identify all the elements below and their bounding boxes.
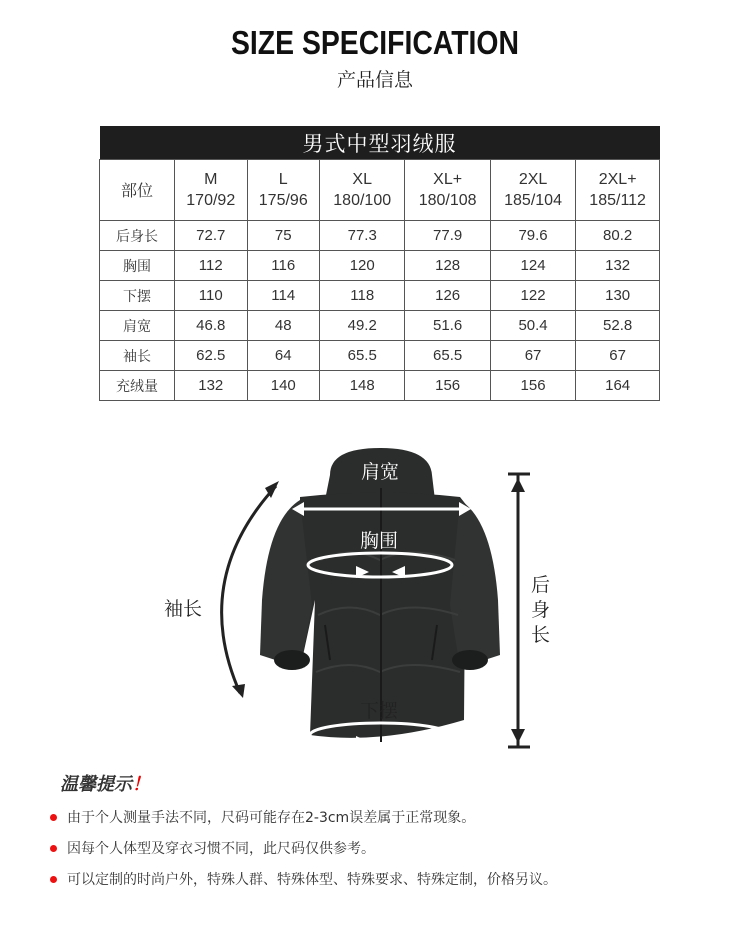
tips-exclamation: ！	[132, 774, 150, 795]
row-label: 胸围	[100, 251, 175, 281]
size-name: XL	[352, 171, 372, 188]
table-row	[100, 311, 660, 341]
table-row	[100, 251, 660, 281]
table-cell: 116	[247, 251, 320, 281]
table-cell: 50.4	[490, 311, 575, 341]
table-cell: 114	[247, 281, 320, 311]
table-cell: 75	[247, 221, 320, 251]
size-name: L	[278, 171, 288, 188]
size-spec: 185/104	[504, 192, 562, 209]
tip-text: 可以定制的时尚户外，特殊人群、特殊体型、特殊要求、特殊定制，价格另议。	[67, 872, 557, 888]
table-cell: 77.9	[405, 221, 490, 251]
tip-text: 由于个人测量手法不同，尺码可能存在2-3cm误差属于正常现象。	[67, 810, 476, 826]
length-label: 后身长	[531, 574, 551, 646]
table-cell: 120	[320, 251, 405, 281]
size-spec: 180/100	[333, 192, 392, 209]
hem-label: 下摆	[360, 700, 399, 722]
tip-text: 因每个人体型及穿衣习惯不同，此尺码仅供参考。	[67, 841, 375, 857]
size-name: 2XL	[518, 171, 548, 188]
table-cell: 118	[320, 281, 405, 311]
table-cell: 128	[405, 251, 490, 281]
sleeve-label: 袖长	[164, 598, 203, 620]
table-row	[100, 371, 660, 401]
table-cell: 65.5	[320, 341, 405, 371]
tips-title	[60, 770, 150, 796]
row-label: 下摆	[100, 281, 175, 311]
row-label: 肩宽	[100, 311, 175, 341]
table-cell: 80.2	[576, 221, 660, 251]
bullet-icon	[50, 814, 57, 821]
table-row	[100, 221, 660, 251]
page-title: SIZE SPECIFICATION	[230, 24, 520, 61]
table-cell: 122	[490, 281, 575, 311]
size-header	[405, 160, 490, 221]
table-cell: 52.8	[576, 311, 660, 341]
size-name: M	[204, 171, 218, 188]
table-cell: 64	[247, 341, 320, 371]
length-measure	[508, 474, 530, 747]
table-cell: 126	[405, 281, 490, 311]
table-cell: 79.6	[490, 221, 575, 251]
table-cell: 77.3	[320, 221, 405, 251]
size-spec: 175/96	[258, 192, 308, 209]
table-cell: 62.5	[175, 341, 248, 371]
table-cell: 67	[576, 341, 660, 371]
table-cell: 156	[405, 371, 490, 401]
table-cell: 148	[320, 371, 405, 401]
table-cell: 130	[576, 281, 660, 311]
table-cell: 51.6	[405, 311, 490, 341]
bullet-icon	[50, 845, 57, 852]
size-name: 2XL+	[598, 171, 637, 188]
table-cell: 72.7	[175, 221, 248, 251]
row-label: 充绒量	[100, 371, 175, 401]
table-cell: 110	[175, 281, 248, 311]
table-cell: 112	[175, 251, 248, 281]
table-cell: 132	[576, 251, 660, 281]
size-header	[175, 160, 248, 221]
corner-label: 部位	[100, 160, 175, 221]
table-cell: 67	[490, 341, 575, 371]
size-spec: 180/108	[418, 192, 477, 209]
table-cell: 156	[490, 371, 575, 401]
table-cell: 65.5	[405, 341, 490, 371]
table-cell: 49.2	[320, 311, 405, 341]
table-cell: 48	[247, 311, 320, 341]
tip-item	[50, 807, 475, 827]
table-cell: 164	[576, 371, 660, 401]
tip-item	[50, 869, 557, 889]
table-header-row	[100, 160, 660, 221]
chest-label: 胸围	[360, 530, 399, 552]
table-row	[100, 341, 660, 371]
row-label: 袖长	[100, 341, 175, 371]
size-name: XL+	[433, 171, 463, 188]
size-header	[320, 160, 405, 221]
page-subtitle: 产品信息	[336, 69, 413, 91]
size-header	[247, 160, 320, 221]
size-spec: 185/112	[589, 192, 646, 209]
shoulder-label: 肩宽	[361, 461, 400, 483]
table-cell: 140	[247, 371, 320, 401]
size-header	[576, 160, 660, 221]
table-cell: 46.8	[175, 311, 248, 341]
row-label: 后身长	[100, 221, 175, 251]
table-banner: 男式中型羽绒服	[100, 126, 660, 160]
tip-item	[50, 838, 375, 858]
table-cell: 132	[175, 371, 248, 401]
table-row	[100, 281, 660, 311]
table-cell: 124	[490, 251, 575, 281]
size-spec: 170/92	[186, 192, 236, 209]
bullet-icon	[50, 876, 57, 883]
size-header	[490, 160, 575, 221]
tips-title-text: 温馨提示	[60, 774, 132, 795]
size-table	[99, 126, 660, 401]
